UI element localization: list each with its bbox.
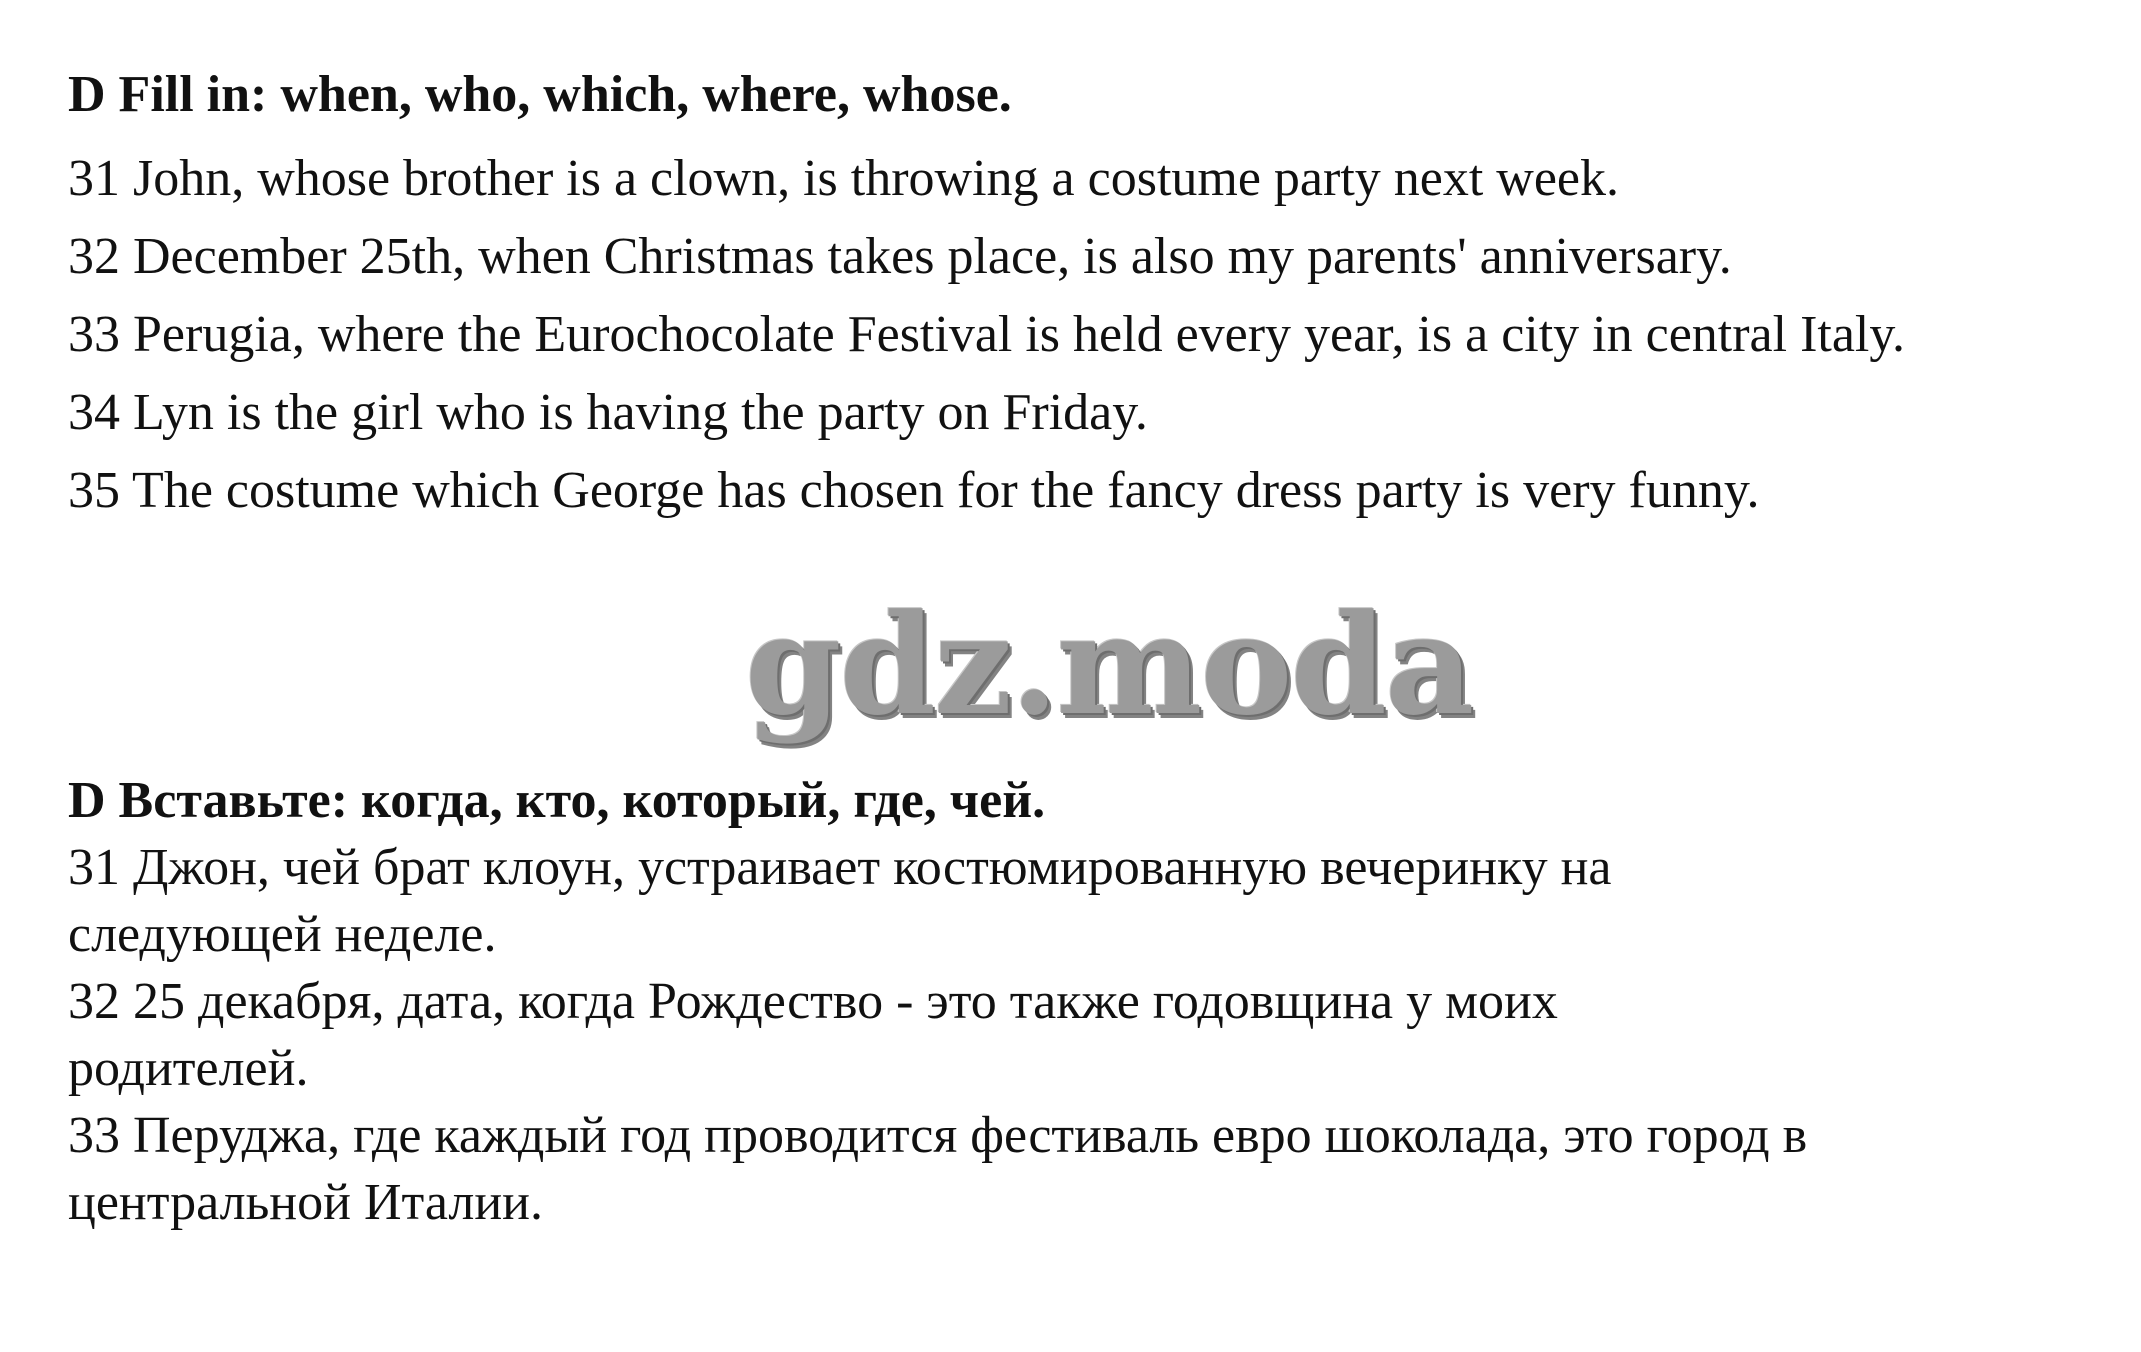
answer-31-ru: 31 Джон, чей брат клоун, устраивает костюмированную вечеринку на следующей неделе.: [68, 839, 1612, 963]
watermark-logo: gdz.moda: [745, 583, 1473, 746]
answer-31-en: 31 John, whose brother is a clown, is throwing a costume party next week.: [68, 150, 1620, 207]
russian-exercise: [68, 768, 2068, 1236]
answer-32-en: 32 December 25th, when Christmas takes place, is also my parents' anniversary.: [68, 228, 1732, 285]
exercise-heading-en: D Fill in: when, who, which, where, whose.: [68, 66, 1012, 123]
answer-35-en: 35 The costume which George has chosen for the fancy dress party is very funny.: [68, 462, 1760, 519]
english-exercise: [68, 62, 2068, 530]
answer-33-ru: 33 Перуджа, где каждый год проводится фестиваль евро шоколада, это город в центральной Италии.: [68, 1107, 1808, 1231]
answer-34-en: 34 Lyn is the girl who is having the party on Friday.: [68, 384, 1148, 441]
answer-33-en: 33 Perugia, where the Eurochocolate Festival is held every year, is a city in central Italy.: [68, 306, 1905, 363]
exercise-heading-ru: D Вставьте: когда, кто, который, где, чей.: [68, 772, 1046, 829]
answer-32-ru: 32 25 декабря, дата, когда Рождество - это также годовщина у моих родителей.: [68, 973, 1558, 1097]
